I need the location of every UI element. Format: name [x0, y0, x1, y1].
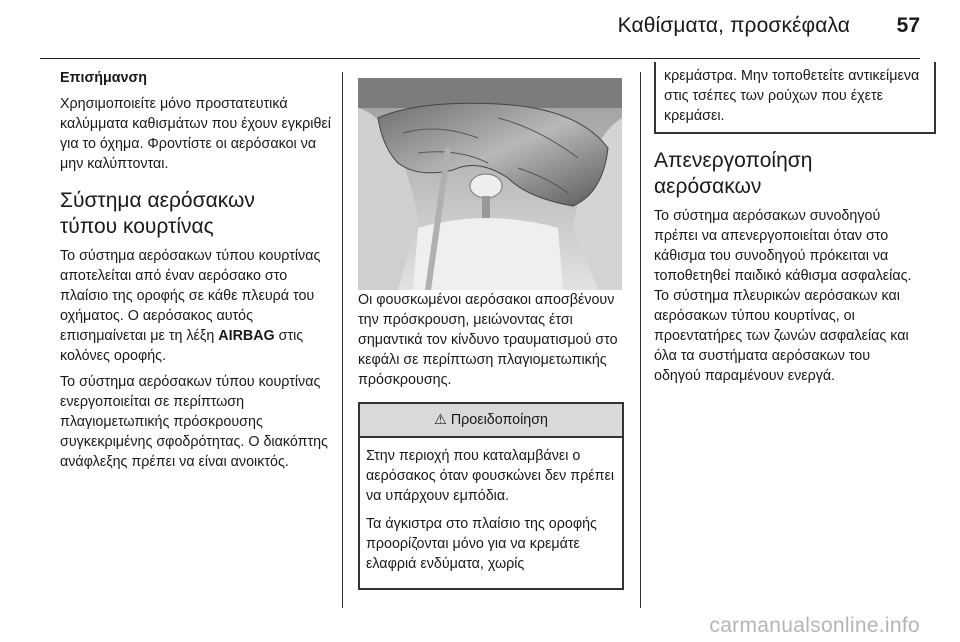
column-right	[654, 62, 920, 392]
warning-continued-text: κρεμάστρα. Μην τοποθετείτε αντικείμενα στις τσέπες των ρούχων που έχετε κρεμάσει.	[664, 68, 920, 124]
column-divider-right	[640, 72, 641, 608]
section-title-line1: Απενεργοποίηση	[654, 149, 813, 172]
paragraph-curtain-description	[60, 246, 332, 366]
paragraph-curtain-activation: Το σύστημα αερόσακων τύπου κουρτίνας ενεργοποιείται σε περίπτωση πλαγιομετωπικής πρόσκρουσης συγκεκριμένης σφοδρότητας. Ο διακόπτης ανάφλεξης πρέπει να είναι ανοικτός.	[60, 374, 328, 470]
section-title-line2: τύπου κουρτίνας	[60, 215, 214, 238]
warning-icon: ⚠	[434, 412, 447, 428]
warning-paragraph-1: Στην περιοχή που καταλαμβάνει ο αερόσακος όταν φουσκώνει δεν πρέπει να υπάρχουν εμπόδια.	[366, 448, 615, 504]
note-heading: Επισήμανση	[60, 70, 147, 86]
para1-text: Το σύστημα αερόσακων τύπου κουρτίνας αποτελείται από έναν αερόσακο στο πλαίσιο της οροφής σε κάθε πλευρά του οχήματος. Ο αερόσακος αυτός επισημαίνεται με τη λέξη	[60, 248, 321, 344]
warning-title: Προειδοποίηση	[450, 412, 548, 428]
warning-box	[358, 402, 624, 590]
warning-box-continued	[654, 62, 936, 134]
page-header	[0, 0, 960, 62]
section-title-line1: Σύστημα αερόσακων	[60, 189, 255, 212]
section-title-curtain-airbags	[60, 188, 332, 240]
note-text: Χρησιμοποιείτε μόνο προστατευτικά καλύμματα καθισμάτων που έχουν εγκριθεί για το όχημα. Φροντίστε οι αερόσακοι να μην καλύπτονται.	[60, 96, 331, 172]
column-left	[60, 68, 332, 478]
warning-header	[360, 404, 622, 438]
warning-body	[360, 438, 622, 588]
section-title-line2: αερόσακων	[654, 175, 762, 198]
curtain-airbag-illustration	[358, 78, 622, 290]
warning-paragraph-2: Τα άγκιστρα στο πλαίσιο της οροφής προορίζονται μόνο για να κρεμάτε ελαφριά ενδύματα, χωρίς	[366, 516, 597, 572]
page-title: Καθίσματα, προσκέφαλα	[617, 14, 850, 37]
page-number: 57	[896, 14, 920, 37]
para1-end: στις κολόνες οροφής.	[60, 328, 304, 364]
column-middle	[358, 62, 624, 590]
paragraph-deactivation: Το σύστημα αερόσακων συνοδηγού πρέπει να απενεργοποιείται όταν στο κάθισμα του συνοδηγού πρόκειται να τοποθετηθεί παιδικό κάθισμα ασφαλείας. Το σύστημα πλευρικών αερόσακων και αερόσακων τύπου κουρτίνας, οι προεντατήρες των ζωνών ασφαλείας και όλα τα συστήματα αερόσακων του οδηγού παραμένουν ενεργά.	[654, 208, 912, 384]
footer-watermark: carmanualsonline.info	[709, 614, 920, 637]
header-rule	[40, 58, 920, 59]
section-title-deactivation	[654, 148, 920, 200]
column-divider-left	[342, 72, 343, 608]
airbag-label: AIRBAG	[218, 328, 275, 344]
figure-caption: Οι φουσκωμένοι αερόσακοι αποσβένουν την πρόσκρουση, μειώνοντας έτσι σημαντικά τον κίνδυνο τραυματισμού στο κεφάλι σε περίπτωση πλαγιομετωπικής πρόσκρουσης.	[358, 292, 618, 388]
